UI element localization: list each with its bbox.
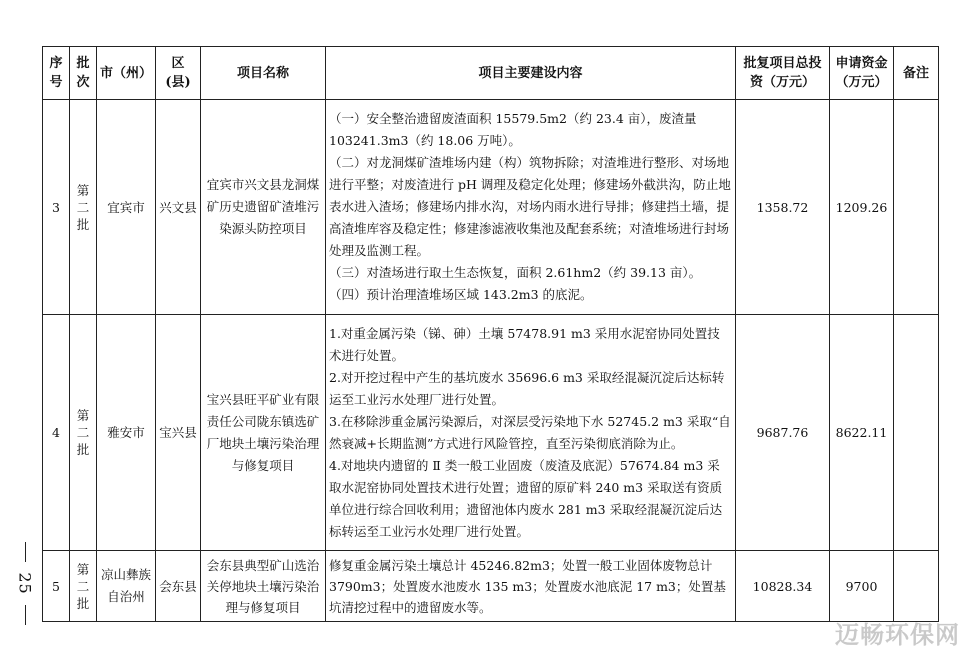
row-investment: 9687.76 [736, 315, 830, 551]
content-paragraph: 1.对重金属污染（锑、砷）土壤 57478.91 m3 采用水泥窑协同处置技术进行处置。 [329, 325, 720, 363]
row-funding: 8622.11 [830, 315, 894, 551]
row-project-name: 宜宾市兴文县龙洞煤矿历史遗留矿渣堆污染源头防控项目 [201, 100, 326, 315]
row-investment: 1358.72 [736, 100, 830, 315]
row-city: 雅安市 [97, 315, 156, 551]
page-number [12, 542, 38, 625]
row-content [326, 100, 736, 315]
header-row [43, 47, 939, 100]
row-seq: 5 [43, 551, 70, 622]
content-paragraph: 修复重金属污染土壤总计 45246.82m3；处置一般工业固体废物总计 3790m3；处置废水池废水 135 m3；处置废水池底泥 17 m3；处置基坑清挖过程中的遗留废水等。 [329, 557, 726, 615]
row-content [326, 551, 736, 622]
header-seq: 序号 [43, 47, 70, 100]
row-remark [894, 100, 939, 315]
header-investment: 批复项目总投资（万元） [736, 47, 830, 100]
row-funding: 1209.26 [830, 100, 894, 315]
table-row [43, 315, 939, 551]
page-number-dash [25, 605, 26, 625]
row-district: 宝兴县 [156, 315, 201, 551]
table-row [43, 551, 939, 622]
header-content: 项目主要建设内容 [326, 47, 736, 100]
content-paragraph: （二）对龙洞煤矿渣堆场内建（构）筑物拆除；对渣堆进行整形、对场地进行平整；对废渣进行 pH 调理及稳定化处理；修建场外截洪沟，防止地表水进入渣场；修建场内排水沟，对场内雨水进行导排；修建挡土墙，提高渣堆库容及稳定性；修建渗滤液收集池及配套系统；对渣堆场进行封场处理及监测工程。 [329, 155, 731, 258]
content-paragraph: 3.在移除涉重金属污染源后，对深层受污染地下水 52745.2 m3 采取“自然衰减+长期监测”方式进行风险管控，直至污染彻底消除为止。 [329, 413, 731, 451]
header-city: 市（州） [97, 47, 156, 100]
header-remark: 备注 [894, 47, 939, 100]
content-paragraph: （一）安全整治遗留废渣面积 15579.5m2（约 23.4 亩），废渣量 103241.3m3（约 18.06 万吨）。 [329, 111, 697, 148]
content-paragraph: （三）对渣场进行取土生态恢复，面积 2.61hm2（约 39.13 亩）。 [329, 265, 702, 280]
row-remark [894, 551, 939, 622]
row-funding: 9700 [830, 551, 894, 622]
table-row [43, 100, 939, 315]
page-number-dash [25, 542, 26, 562]
row-district: 兴文县 [156, 100, 201, 315]
row-seq: 3 [43, 100, 70, 315]
row-project-name: 宝兴县旺平矿业有限责任公司陇东镇选矿厂地块土壤污染治理与修复项目 [201, 315, 326, 551]
row-investment: 10828.34 [736, 551, 830, 622]
row-content [326, 315, 736, 551]
row-batch: 第二批 [70, 100, 97, 315]
row-remark [894, 315, 939, 551]
row-batch: 第二批 [70, 551, 97, 622]
page-number-text: 25 [15, 572, 35, 595]
row-batch: 第二批 [70, 315, 97, 551]
content-paragraph: 2.对开挖过程中产生的基坑废水 35696.6 m3 采取经混凝沉淀后达标转运至工业污水处理厂进行处置。 [329, 369, 725, 407]
content-paragraph: 4.对地块内遗留的 Ⅱ 类一般工业固废（废渣及底泥）57674.84 m3 采取水泥窑协同处置技术进行处置；遗留的原矿料 240 m3 采取送有资质单位进行综合回收利用；遗留池体内废水 281 m3 采取经混凝沉淀后达标转运至工业污水处理厂进行处置。 [329, 457, 723, 539]
projects-table [42, 46, 939, 622]
header-funding: 申请资金（万元） [830, 47, 894, 100]
row-city: 凉山彝族自治州 [97, 551, 156, 622]
row-seq: 4 [43, 315, 70, 551]
row-city: 宜宾市 [97, 100, 156, 315]
row-project-name: 会东县典型矿山选治关停地块土壤污染治理与修复项目 [201, 551, 326, 622]
header-district: 区(县) [156, 47, 201, 100]
header-batch: 批次 [70, 47, 97, 100]
content-paragraph: （四）预计治理渣堆场区域 143.2m3 的底泥。 [329, 287, 593, 302]
watermark: 迈畅环保网 [835, 621, 960, 649]
header-project-name: 项目名称 [201, 47, 326, 100]
row-district: 会东县 [156, 551, 201, 622]
